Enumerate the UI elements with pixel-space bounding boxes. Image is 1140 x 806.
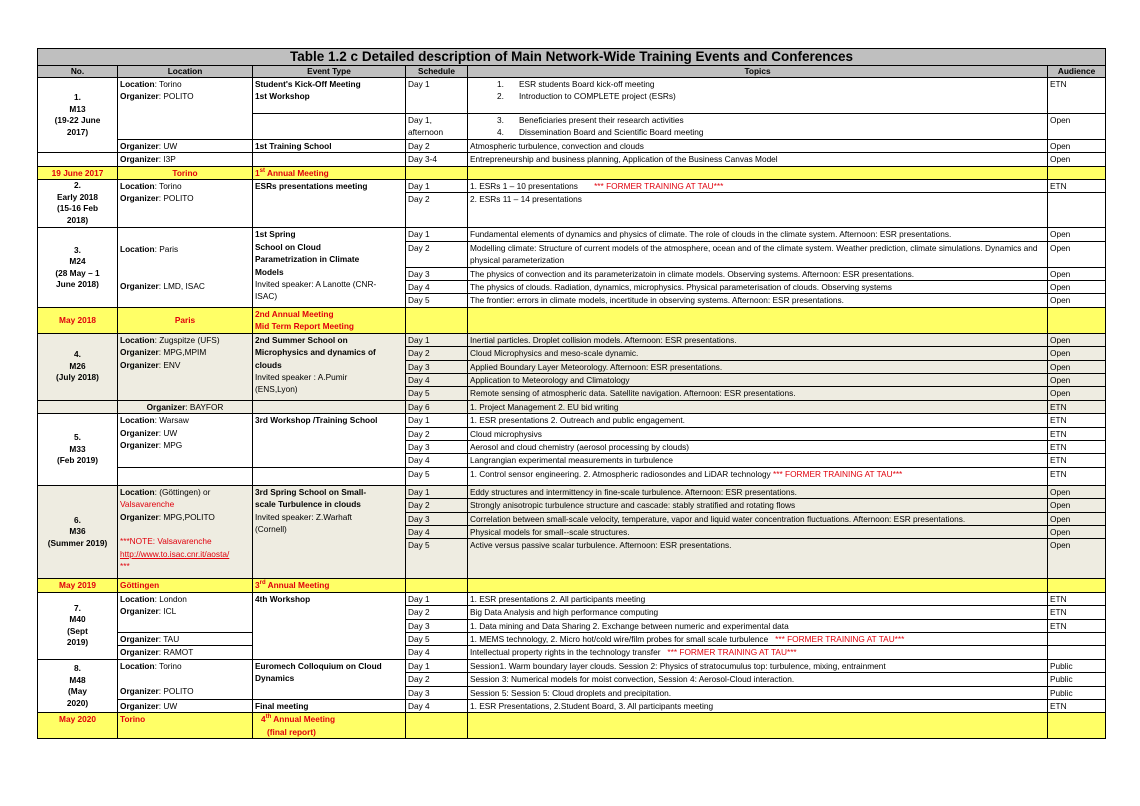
topic-cell: Physical models for small--scale structures.: [468, 525, 1048, 538]
schedule-cell: Day 3: [406, 267, 468, 280]
schedule-cell: Day 4: [406, 646, 468, 659]
event-7-row-5: [38, 646, 1106, 659]
audience-cell: Open: [1048, 387, 1106, 400]
event-6-location: Location: (Göttingen) or Valsavarenche Organizer: MPG,POLITO ***NOTE: Valsavarenche http://www.to.isac.cnr.it/aosta/ ***: [118, 485, 253, 579]
schedule-cell: Day 2: [406, 673, 468, 686]
audience-cell: Open: [1048, 228, 1106, 241]
topic-cell: Strongly anisotropic turbulence structure and cascade: stably stratified and rotating flows: [468, 499, 1048, 512]
topic-cell: Eddy structures and intermittency in fine-scale turbulence. Afternoon: ESR presentations.: [468, 485, 1048, 498]
training-events-table: [37, 48, 1106, 739]
topic-cell: Inertial particles. Droplet collision models. Afternoon: ESR presentations.: [468, 333, 1048, 346]
schedule-cell: Day 4: [406, 525, 468, 538]
event-7-row-1: [38, 592, 1106, 605]
schedule-cell: Day 5: [406, 633, 468, 646]
audience-cell: [1048, 633, 1106, 646]
event-1-row-1: [38, 78, 1106, 114]
audience-cell: Open: [1048, 539, 1106, 579]
topic-cell: 1. Project Management 2. EU bid writing: [468, 400, 1048, 413]
schedule-cell: Day 1, afternoon: [406, 114, 468, 140]
topic-cell: Remote sensing of atmospheric data. Satellite navigation. Afternoon: ESR presentations.: [468, 387, 1048, 400]
audience-cell: ETN: [1048, 78, 1106, 114]
empty-cell: [1048, 579, 1106, 592]
topic-cell: Atmospheric turbulence, convection and clouds: [468, 139, 1048, 152]
topic-cell: 1. ESR presentations 2. Outreach and public engagement.: [468, 414, 1048, 427]
schedule-cell: Day 2: [406, 606, 468, 619]
audience-cell: ETN: [1048, 400, 1106, 413]
schedule-cell: Day 1: [406, 333, 468, 346]
topic-cell: 1. ESR presentations 2. All participants meeting: [468, 592, 1048, 605]
header-topics: Topics: [468, 66, 1048, 78]
audience-cell: ETN: [1048, 467, 1106, 485]
topic-cell: Intellectual property rights in the technology transfer *** FORMER TRAINING AT TAU***: [468, 646, 1048, 659]
topic-cell: 2. ESRs 11 – 14 presentations: [468, 193, 1048, 228]
event-2-row-1: [38, 180, 1106, 193]
meeting-place: Torino: [118, 166, 253, 179]
audience-cell: ETN: [1048, 180, 1106, 193]
schedule-cell: Day 4: [406, 373, 468, 386]
event-8-type: Euromech Colloquium on Cloud Dynamics: [253, 659, 406, 699]
header-audience: Audience: [1048, 66, 1106, 78]
empty-cell: [406, 307, 468, 333]
training-events-document: [37, 48, 1106, 739]
audience-cell: ETN: [1048, 454, 1106, 467]
empty-cell: [406, 579, 468, 592]
audience-cell: Open: [1048, 139, 1106, 152]
event-1-row-4: [38, 153, 1106, 166]
schedule-cell: Day 5: [406, 539, 468, 579]
event-1-type: Student's Kick-Off Meeting 1st Workshop: [253, 78, 406, 114]
topic-cell: Fundamental elements of dynamics and physics of climate. The role of clouds in the climate system. Afternoon: ESR presentations.: [468, 228, 1048, 241]
event-2-location: Location: Torino Organizer: POLITO: [118, 180, 253, 228]
event-4-row-1: [38, 333, 1106, 346]
meeting-label: 1st Annual Meeting: [253, 166, 406, 179]
event-3-row-1: [38, 228, 1106, 241]
event-8-location: Location: Torino Organizer: POLITO: [118, 659, 253, 699]
audience-cell: Open: [1048, 360, 1106, 373]
event-1-organizer-uw: Organizer: UW: [118, 139, 253, 152]
audience-cell: [1048, 646, 1106, 659]
topic-cell: Session 5: Session 5: Cloud droplets and precipitation.: [468, 686, 1048, 699]
event-1-training-school: 1st Training School: [253, 139, 406, 152]
empty-cell: [1048, 713, 1106, 739]
event-1-location: Location: Torino Organizer: POLITO: [118, 78, 253, 140]
schedule-cell: Day 5: [406, 294, 468, 307]
event-3-type: 1st Spring School on Cloud Parametrization in Climate Models Invited speaker: A Lanotte (CNR- ISAC): [253, 228, 406, 307]
topic-cell: 1. ESR Presentations, 2.Student Board, 3. All participants meeting: [468, 700, 1048, 713]
audience-cell: Open: [1048, 485, 1106, 498]
audience-cell: Open: [1048, 281, 1106, 294]
event-7-organizer-ramot: Organizer: RAMOT: [118, 646, 253, 659]
topic-cell: Session 3: Numerical models for moist convection, Session 4: Aerosol-Cloud interaction.: [468, 673, 1048, 686]
schedule-cell: Day 2: [406, 499, 468, 512]
annual-meeting-4-row: [38, 713, 1106, 739]
meeting-date: 19 June 2017: [38, 166, 118, 179]
empty-cell: [468, 579, 1048, 592]
event-1-number: 1. M13 (19-22 June 2017): [38, 78, 118, 153]
event-7-row-4: [38, 633, 1106, 646]
header-event-type: Event Type: [253, 66, 406, 78]
empty-cell: [1048, 166, 1106, 179]
schedule-cell: Day 3-4: [406, 153, 468, 166]
event-type-empty: [253, 467, 406, 485]
schedule-cell: Day 3: [406, 619, 468, 632]
audience-cell: Open: [1048, 512, 1106, 525]
event-8-row-4: [38, 700, 1106, 713]
event-8-row-1: [38, 659, 1106, 672]
audience-cell: Open: [1048, 294, 1106, 307]
topic-cell: Cloud microphysivs: [468, 427, 1048, 440]
schedule-cell: Day 6: [406, 400, 468, 413]
schedule-cell: Day 1: [406, 180, 468, 193]
audience-cell: [1048, 193, 1106, 228]
event-5-location: Location: Warsaw Organizer: UW Organizer: MPG: [118, 414, 253, 468]
schedule-cell: Day 5: [406, 467, 468, 485]
annual-meeting-1-row: [38, 166, 1106, 179]
meeting-date: May 2020: [38, 713, 118, 739]
meeting-place: Torino: [118, 713, 253, 739]
event-5-row-1: [38, 414, 1106, 427]
header-location: Location: [118, 66, 253, 78]
header-row: [38, 66, 1106, 78]
event-5-number: 5. M33 (Feb 2019): [38, 414, 118, 486]
audience-cell: ETN: [1048, 592, 1106, 605]
topic-cell: 1. ESRs 1 – 10 presentations *** FORMER TRAINING AT TAU***: [468, 180, 1048, 193]
aosta-link[interactable]: http://www.to.isac.cnr.it/aosta/: [120, 548, 230, 559]
audience-cell: Open: [1048, 525, 1106, 538]
event-6-row-1: [38, 485, 1106, 498]
schedule-cell: Day 4: [406, 281, 468, 294]
audience-cell: Open: [1048, 267, 1106, 280]
number-empty: [38, 400, 118, 413]
meeting-date: May 2018: [38, 307, 118, 333]
topic-cell: Langrangian experimental measurements in turbulence: [468, 454, 1048, 467]
audience-cell: Open: [1048, 333, 1106, 346]
audience-cell: ETN: [1048, 427, 1106, 440]
topic-cell: The physics of convection and its parameterizatoin in climate models. Observing systems. Afternoon: ESR presentations.: [468, 267, 1048, 280]
event-7-type: 4th Workshop: [253, 592, 406, 659]
event-8-final-meeting: Final meeting: [253, 700, 406, 713]
event-3-number: 3. M24 (28 May – 1 June 2018): [38, 228, 118, 307]
schedule-cell: Day 1: [406, 485, 468, 498]
empty-cell: [468, 166, 1048, 179]
empty-cell: [406, 166, 468, 179]
audience-cell: ETN: [1048, 606, 1106, 619]
audience-cell: Open: [1048, 347, 1106, 360]
topic-cell: Aerosol and cloud chemistry (aerosol processing by clouds): [468, 440, 1048, 453]
topic-cell: Modelling climate: Structure of current models of the atmosphere, ocean and of the climate system. Weather prediction, climate simulations. Dynamics and physical parameterization: [468, 241, 1048, 267]
event-4-type: 2nd Summer School on Microphysics and dynamics of clouds Invited speaker : A.Pumir (ENS,Lyon): [253, 333, 406, 400]
topic-cell: 1. ESR students Board kick-off meeting 2. Introduction to COMPLETE project (ESRs): [468, 78, 1048, 114]
topic-cell: 1. MEMS technology, 2. Micro hot/cold wire/film probes for small scale turbulence *** FORMER TRAINING AT TAU***: [468, 633, 1048, 646]
topic-cell: Application to Meteorology and Climatology: [468, 373, 1048, 386]
schedule-cell: Day 2: [406, 347, 468, 360]
topic-cell: Entrepreneurship and business planning, Application of the Business Canvas Model: [468, 153, 1048, 166]
audience-cell: Public: [1048, 686, 1106, 699]
topic-cell: Big Data Analysis and high performance computing: [468, 606, 1048, 619]
empty-cell: [1048, 307, 1106, 333]
topic-cell: 1. Control sensor engineering. 2. Atmospheric radiosondes and LiDAR technology *** FORMER TRAINING AT TAU***: [468, 467, 1048, 485]
event-1-organizer-i3p: Organizer: I3P: [118, 153, 253, 166]
topic-cell: Cloud Microphysics and meso-scale dynamic.: [468, 347, 1048, 360]
event-7-number: 7. M40 (Sept 2019): [38, 592, 118, 659]
topic-cell: The physics of clouds. Radiation, dynamics, microphysics. Physical parameterisation of clouds. Observing systems: [468, 281, 1048, 294]
number-empty: [38, 153, 118, 166]
schedule-cell: Day 4: [406, 700, 468, 713]
event-7-location: Location: London Organizer: ICL: [118, 592, 253, 632]
location-empty: [118, 467, 253, 485]
event-1-row-3: [38, 139, 1106, 152]
topic-cell: 1. Data mining and Data Sharing 2. Exchange between numeric and experimental data: [468, 619, 1048, 632]
audience-cell: Open: [1048, 153, 1106, 166]
topic-cell: The frontier: errors in climate models, incertitude in observing systems. Afternoon: ESR presentations.: [468, 294, 1048, 307]
event-4-location: Location: Zugspitze (UFS) Organizer: MPG,MPIM Organizer: ENV: [118, 333, 253, 400]
annual-meeting-3-row: [38, 579, 1106, 592]
event-2-number: 2. Early 2018 (15-16 Feb 2018): [38, 180, 118, 228]
empty-cell: [406, 713, 468, 739]
meeting-label: 4th Annual Meeting (final report): [253, 713, 406, 739]
event-3-location: Location: Paris Organizer: LMD, ISAC: [118, 228, 253, 307]
schedule-cell: Day 1: [406, 78, 468, 114]
event-4-number: 4. M26 (July 2018): [38, 333, 118, 400]
schedule-cell: Day 3: [406, 360, 468, 373]
audience-cell: Public: [1048, 673, 1106, 686]
event-5-row-5: [38, 467, 1106, 485]
annual-meeting-2-row: [38, 307, 1106, 333]
event-4-organizer-bayfor: Organizer: BAYFOR: [118, 400, 253, 413]
schedule-cell: Day 1: [406, 414, 468, 427]
event-8-organizer-uw: Organizer: UW: [118, 700, 253, 713]
audience-cell: Public: [1048, 659, 1106, 672]
empty-cell: [468, 713, 1048, 739]
event-2-type: ESRs presentations meeting: [253, 180, 406, 228]
schedule-cell: Day 2: [406, 139, 468, 152]
meeting-date: May 2019: [38, 579, 118, 592]
schedule-cell: Day 3: [406, 440, 468, 453]
audience-cell: ETN: [1048, 700, 1106, 713]
meeting-place: Paris: [118, 307, 253, 333]
schedule-cell: Day 3: [406, 512, 468, 525]
topic-cell: Active versus passive scalar turbulence. Afternoon: ESR presentations.: [468, 539, 1048, 579]
topic-cell: Session1. Warm boundary layer clouds. Session 2: Physics of stratocumulus top: turbulence, mixing, entrainment: [468, 659, 1048, 672]
meeting-label: 3rd Annual Meeting: [253, 579, 406, 592]
schedule-cell: Day 5: [406, 387, 468, 400]
event-5-type: 3rd Workshop /Training School: [253, 414, 406, 468]
event-7-organizer-tau: Organizer: TAU: [118, 633, 253, 646]
topic-cell: Applied Boundary Layer Meteorology. Afternoon: ESR presentations.: [468, 360, 1048, 373]
schedule-cell: Day 3: [406, 686, 468, 699]
event-4-row-6: [38, 400, 1106, 413]
schedule-cell: Day 1: [406, 228, 468, 241]
audience-cell: Open: [1048, 499, 1106, 512]
topic-cell: Correlation between small-scale velocity, temperature, vapor and liquid water concentration fluctuations. Afternoon: ESR presentations.: [468, 512, 1048, 525]
event-type-empty: [253, 153, 406, 166]
audience-cell: ETN: [1048, 414, 1106, 427]
audience-cell: Open: [1048, 373, 1106, 386]
event-type-empty: [253, 114, 406, 140]
header-schedule: Schedule: [406, 66, 468, 78]
schedule-cell: Day 1: [406, 592, 468, 605]
meeting-place: Göttingen: [118, 579, 253, 592]
audience-cell: ETN: [1048, 619, 1106, 632]
meeting-label: 2nd Annual Meeting Mid Term Report Meeting: [253, 307, 406, 333]
audience-cell: ETN: [1048, 440, 1106, 453]
table-title: Table 1.2 c Detailed description of Main Network-Wide Training Events and Conferences: [38, 49, 1106, 66]
schedule-cell: Day 4: [406, 454, 468, 467]
event-6-type: 3rd Spring School on Small- scale Turbulence in clouds Invited speaker: Z.Warhaft (Cornell): [253, 485, 406, 579]
event-6-number: 6. M36 (Summer 2019): [38, 485, 118, 579]
header-no: No.: [38, 66, 118, 78]
event-type-empty: [253, 400, 406, 413]
audience-cell: Open: [1048, 114, 1106, 140]
empty-cell: [468, 307, 1048, 333]
audience-cell: Open: [1048, 241, 1106, 267]
schedule-cell: Day 2: [406, 193, 468, 228]
schedule-cell: Day 2: [406, 427, 468, 440]
schedule-cell: Day 1: [406, 659, 468, 672]
topic-cell: 3. Beneficiaries present their research activities 4. Dissemination Board and Scientific Board meeting: [468, 114, 1048, 140]
schedule-cell: Day 2: [406, 241, 468, 267]
event-8-number: 8. M48 (May 2020): [38, 659, 118, 713]
